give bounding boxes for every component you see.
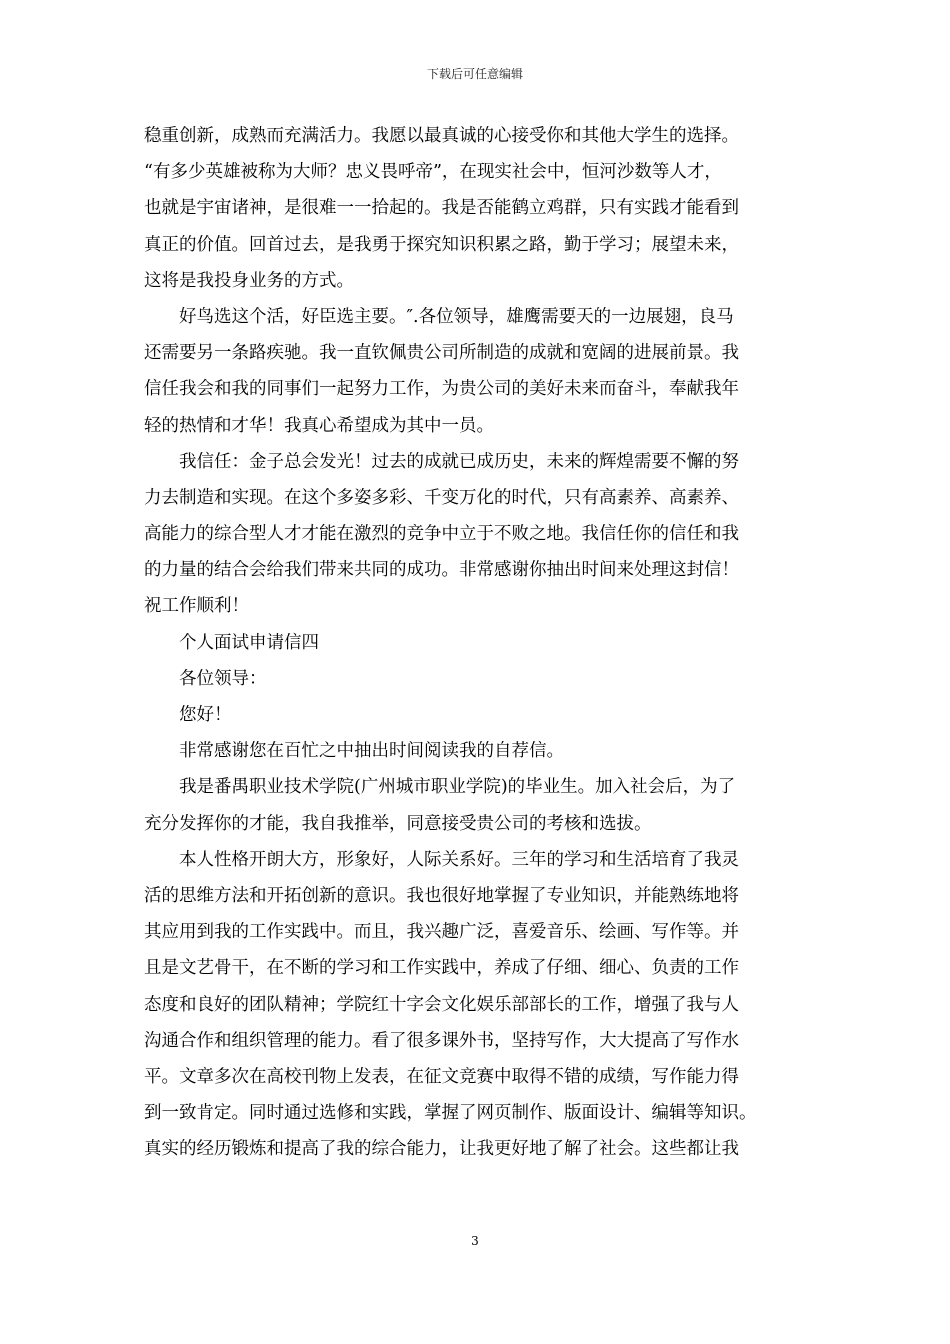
text-line: 稳重创新，成熟而充满活力。我愿以最真诚的心接受你和其他大学生的选择。	[144, 126, 739, 146]
document-body	[144, 118, 812, 1167]
text-line: 信任我会和我的同事们一起努力工作，为贵公司的美好未来而奋斗，奉献我年	[144, 379, 739, 400]
text-line: 轻的热情和才华！我真心希望成为其中一员。	[144, 415, 494, 436]
text-line: 个人面试申请信四	[179, 632, 319, 653]
text-line: 其应用到我的工作实践中。而且，我兴趣广泛，喜爱音乐、绘画、写作等。并	[144, 922, 739, 943]
text-line: 真正的价值。回首过去，是我勇于探究知识积累之路，勤于学习；展望未来，	[144, 234, 739, 255]
text-line: 且是文艺骨干，在不断的学习和工作实践中，养成了仔细、细心、负责的工作	[144, 958, 739, 979]
text-line: 我信任：金子总会发光！过去的成就已成历史，未来的辉煌需要不懈的努	[179, 451, 739, 472]
text-line: 您好！	[179, 705, 232, 725]
text-line: 也就是宇宙诸神，是很难一一拾起的。我是否能鹤立鸡群，只有实践才能看到	[144, 198, 739, 219]
text-line: 我是番禺职业技术学院(广州城市职业学院)的毕业生。加入社会后，为了	[179, 777, 736, 798]
text-line: 充分发挥你的才能，我自我推举，同意接受贵公司的考核和选拔。	[144, 813, 652, 834]
page-header: 下载后可任意编辑	[426, 67, 523, 81]
text-line: 力去制造和实现。在这个多姿多彩、千变万化的时代，只有高素养、高素养、	[144, 487, 739, 508]
text-line: 平。文章多次在高校刊物上发表，在征文竞赛中取得不错的成绩，写作能力得	[144, 1066, 739, 1087]
text-line: 态度和良好的团队精神；学院红十字会文化娱乐部部长的工作，增强了我与人	[144, 994, 739, 1015]
text-line: 各位领导：	[179, 668, 267, 689]
text-line: “有多少英雄被称为大师？忠义畏呼帝”，在现实社会中，恒河沙数等人才，	[144, 162, 722, 183]
text-line: 活的思维方法和开拓创新的意识。我也很好地掌握了专业知识，并能熟练地将	[144, 885, 739, 906]
text-line: 的力量的结合会给我们带来共同的成功。非常感谢你抽出时间来处理这封信！	[144, 560, 739, 581]
text-line: 高能力的综合型人才才能在激烈的竞争中立于不败之地。我信任你的信任和我	[144, 524, 739, 545]
text-line: 到一致肯定。同时通过选修和实践，掌握了网页制作、版面设计、编辑等知识。	[144, 1103, 757, 1124]
text-line: 还需要另一条路疾驰。我一直钦佩贵公司所制造的成就和宽阔的进展前景。我	[144, 343, 739, 364]
text-line: 非常感谢您在百忙之中抽出时间阅读我的自荐信。	[179, 741, 564, 762]
text-line: 沟通合作和组织管理的能力。看了很多课外书，坚持写作，大大提高了写作水	[144, 1030, 739, 1051]
text-line: 祝工作顺利！	[144, 596, 249, 617]
text-line: 好鸟选这个活，好臣选主要。″.各位领导，雄鹰需要天的一边展翅，良马	[179, 306, 734, 327]
text-line: 本人性格开朗大方，形象好，人际关系好。三年的学习和生活培育了我灵	[179, 849, 739, 870]
text-line: 这将是我投身业务的方式。	[144, 270, 354, 291]
text-line: 真实的经历锻炼和提高了我的综合能力，让我更好地了解了社会。这些都让我	[144, 1139, 739, 1160]
page-number: 3	[471, 1234, 479, 1248]
